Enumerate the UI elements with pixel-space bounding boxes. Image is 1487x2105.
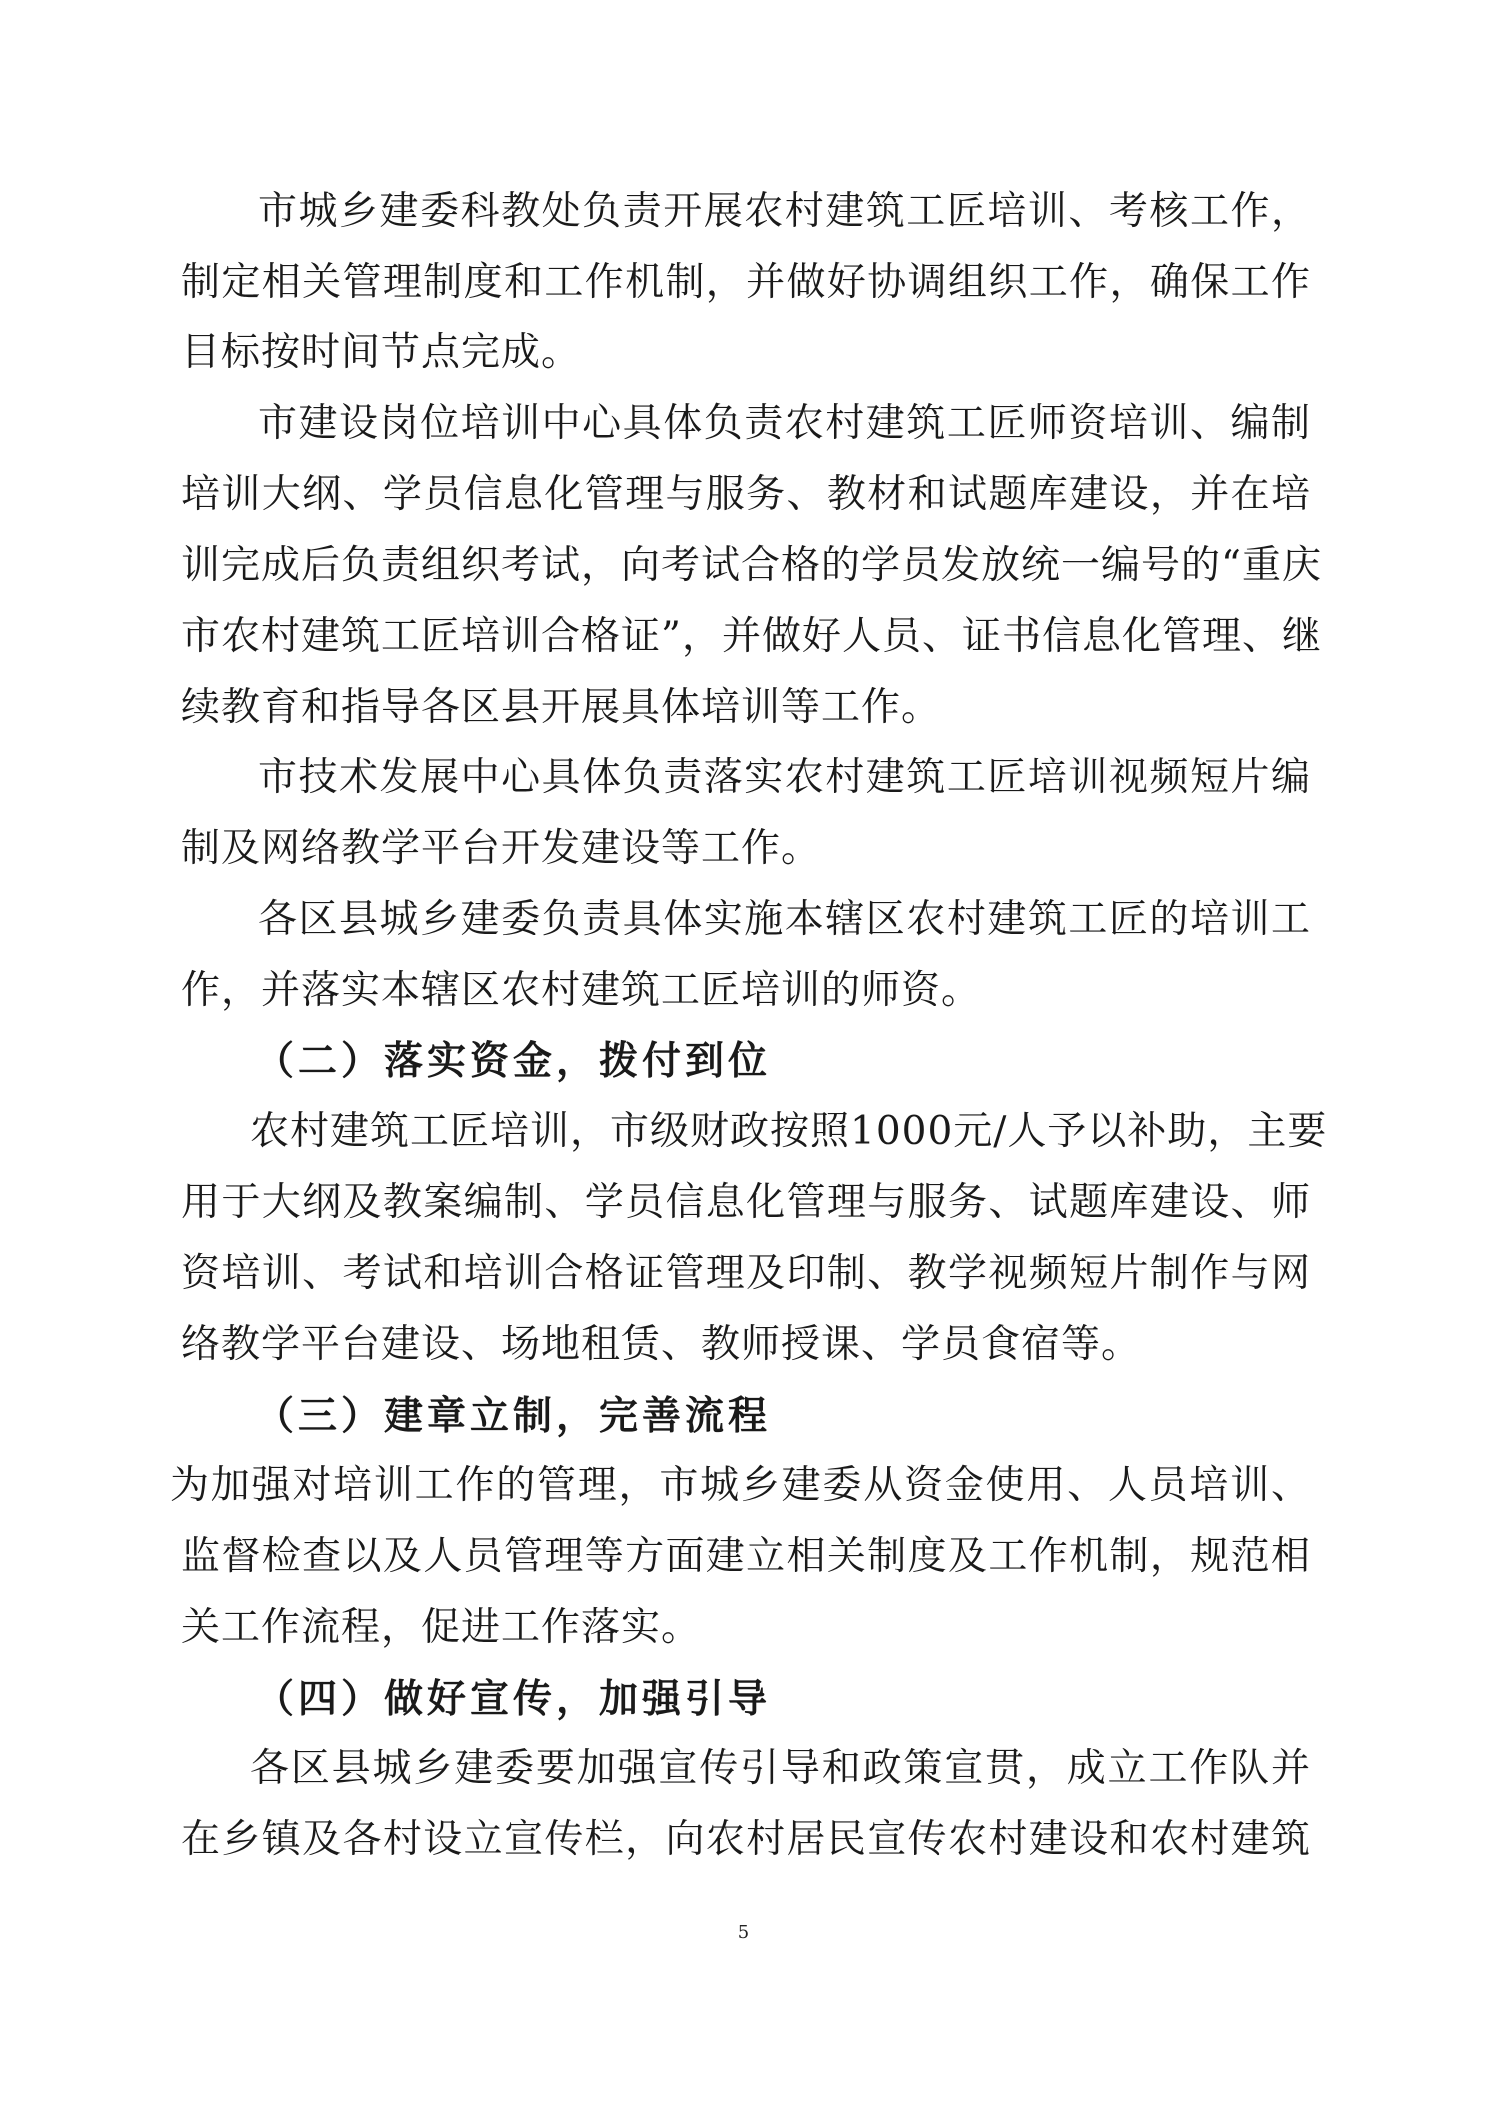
paragraph-5-line-4: 络教学平台建设、场地租赁、教师授课、学员食宿等。 xyxy=(181,1322,1142,1367)
paragraph-4-line-1: 各区县城乡建委负责具体实施本辖区农村建筑工匠的培训工 xyxy=(258,897,1311,942)
paragraph-2-line-1: 市建设岗位培训中心具体负责农村建筑工匠师资培训、编制 xyxy=(258,401,1311,446)
paragraph-6-line-2: 监督检查以及人员管理等方面建立相关制度及工作机制，规范相 xyxy=(181,1534,1311,1579)
paragraph-2-line-3: 训完成后负责组织考试，向考试合格的学员发放统一编号的“重庆 xyxy=(181,543,1322,588)
paragraph-7-line-1: 各区县城乡建委要加强宣传引导和政策宣贯，成立工作队并 xyxy=(250,1746,1311,1791)
section-heading-4: （四）做好宣传，加强引导 xyxy=(255,1676,772,1722)
paragraph-6-line-1: 为加强对培训工作的管理，市城乡建委从资金使用、人员培训、 xyxy=(170,1463,1311,1508)
paragraph-2-line-2: 培训大纲、学员信息化管理与服务、教材和试题库建设，并在培 xyxy=(181,472,1311,517)
paragraph-1-line-1: 市城乡建委科教处负责开展农村建筑工匠培训、考核工作， xyxy=(258,189,1311,234)
paragraph-6-line-3: 关工作流程，促进工作落实。 xyxy=(181,1605,702,1650)
paragraph-5-line-3: 资培训、考试和培训合格证管理及印制、教学视频短片制作与网 xyxy=(181,1251,1311,1296)
paragraph-5-line-1: 农村建筑工匠培训，市级财政按照1000元/人予以补助，主要 xyxy=(250,1109,1328,1154)
page-number: 5 xyxy=(737,1922,750,1943)
section-heading-3: （三）建章立制，完善流程 xyxy=(255,1393,772,1439)
paragraph-4-line-2: 作，并落实本辖区农村建筑工匠培训的师资。 xyxy=(181,968,982,1013)
paragraph-3-line-1: 市技术发展中心具体负责落实农村建筑工匠培训视频短片编 xyxy=(258,755,1311,800)
paragraph-2-line-5: 续教育和指导各区县开展具体培训等工作。 xyxy=(181,685,942,730)
paragraph-3-line-2: 制及网络教学平台开发建设等工作。 xyxy=(181,826,822,871)
paragraph-7-line-2: 在乡镇及各村设立宣传栏，向农村居民宣传农村建设和农村建筑 xyxy=(181,1817,1311,1862)
paragraph-2-line-4: 市农村建筑工匠培训合格证”，并做好人员、证书信息化管理、继 xyxy=(181,614,1322,659)
section-heading-2: （二）落实资金，拨付到位 xyxy=(255,1038,772,1084)
paragraph-1-line-3: 目标按时间节点完成。 xyxy=(181,330,582,375)
paragraph-5-line-2: 用于大纲及教案编制、学员信息化管理与服务、试题库建设、师 xyxy=(181,1180,1311,1225)
paragraph-1-line-2: 制定相关管理制度和工作机制，并做好协调组织工作，确保工作 xyxy=(181,260,1311,305)
